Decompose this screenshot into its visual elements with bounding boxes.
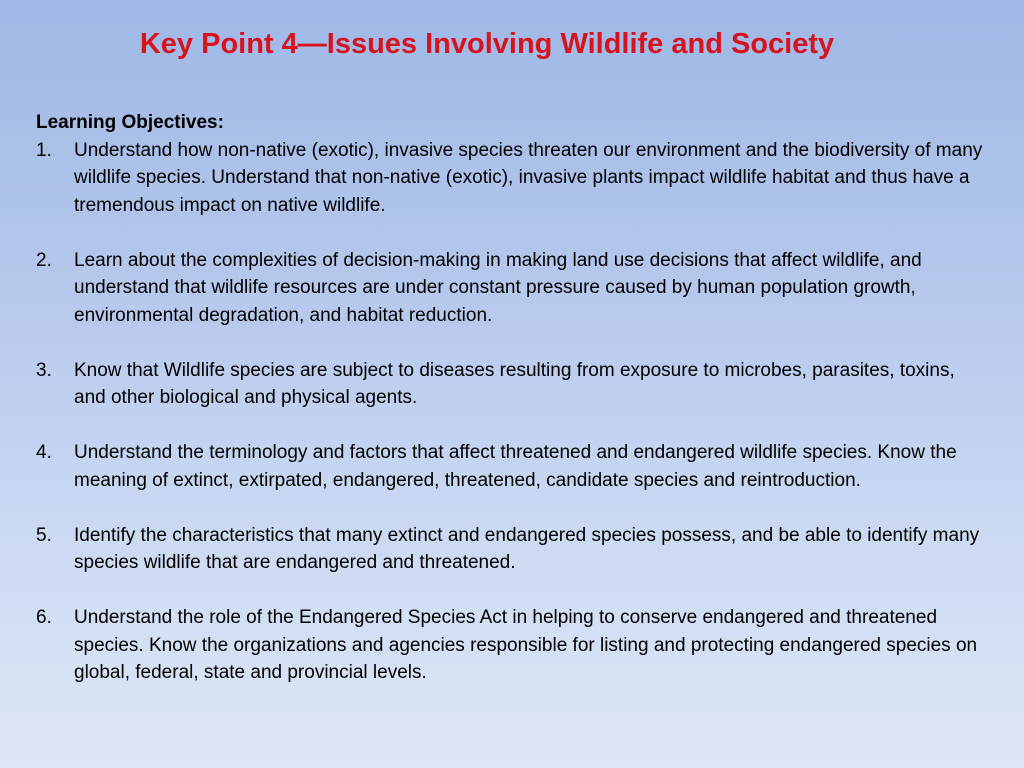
objectives-list bbox=[36, 137, 986, 687]
objective-number: 6. bbox=[36, 607, 52, 628]
objective-number: 1. bbox=[36, 139, 52, 161]
objective-number: 3. bbox=[36, 359, 52, 381]
objective-text: Understand the terminology and factors that affect threatened and endangered wildlife species. Know the meaning of extinct, extirpated, endangered, threatened, candidate species and reintroduction. bbox=[74, 442, 957, 491]
objective-text: Know that Wildlife species are subject to diseases resulting from exposure to microbes, parasites, toxins, and other biological and physical agents. bbox=[74, 359, 955, 408]
objective-item-3 bbox=[36, 357, 986, 412]
objective-text: Understand how non-native (exotic), invasive species threaten our environment and the biodiversity of many wildlife species. Understand that non-native (exotic), invasive plants impact wildlife habitat and thus have a tremendous impact on native wildlife. bbox=[74, 139, 983, 216]
objective-item-5 bbox=[36, 522, 986, 577]
objective-item-4 bbox=[36, 439, 986, 494]
objective-item-1 bbox=[36, 137, 986, 220]
learning-objectives-heading: Learning Objectives: bbox=[36, 112, 224, 133]
objective-item-6 bbox=[36, 604, 986, 687]
objective-text: Learn about the complexities of decision-making in making land use decisions that affect wildlife, and understand that wildlife resources are under constant pressure caused by human population growth, environmental degradation, and habitat reduction. bbox=[74, 249, 922, 326]
objective-text: Identify the characteristics that many extinct and endangered species possess, and be able to identify many species wildlife that are endangered and threatened. bbox=[74, 524, 980, 573]
objective-number: 4. bbox=[36, 442, 52, 463]
objective-number: 5. bbox=[36, 524, 52, 546]
objective-number: 2. bbox=[36, 249, 52, 271]
objective-text: Understand the role of the Endangered Species Act in helping to conserve endangered and threatened species. Know the organizations and agencies responsible for listing and protecting endangered species on global, federal, state and provincial levels. bbox=[74, 607, 978, 683]
slide-title: Key Point 4—Issues Involving Wildlife and Society bbox=[139, 28, 835, 60]
objective-item-2 bbox=[36, 247, 986, 330]
slide-body bbox=[36, 109, 986, 687]
